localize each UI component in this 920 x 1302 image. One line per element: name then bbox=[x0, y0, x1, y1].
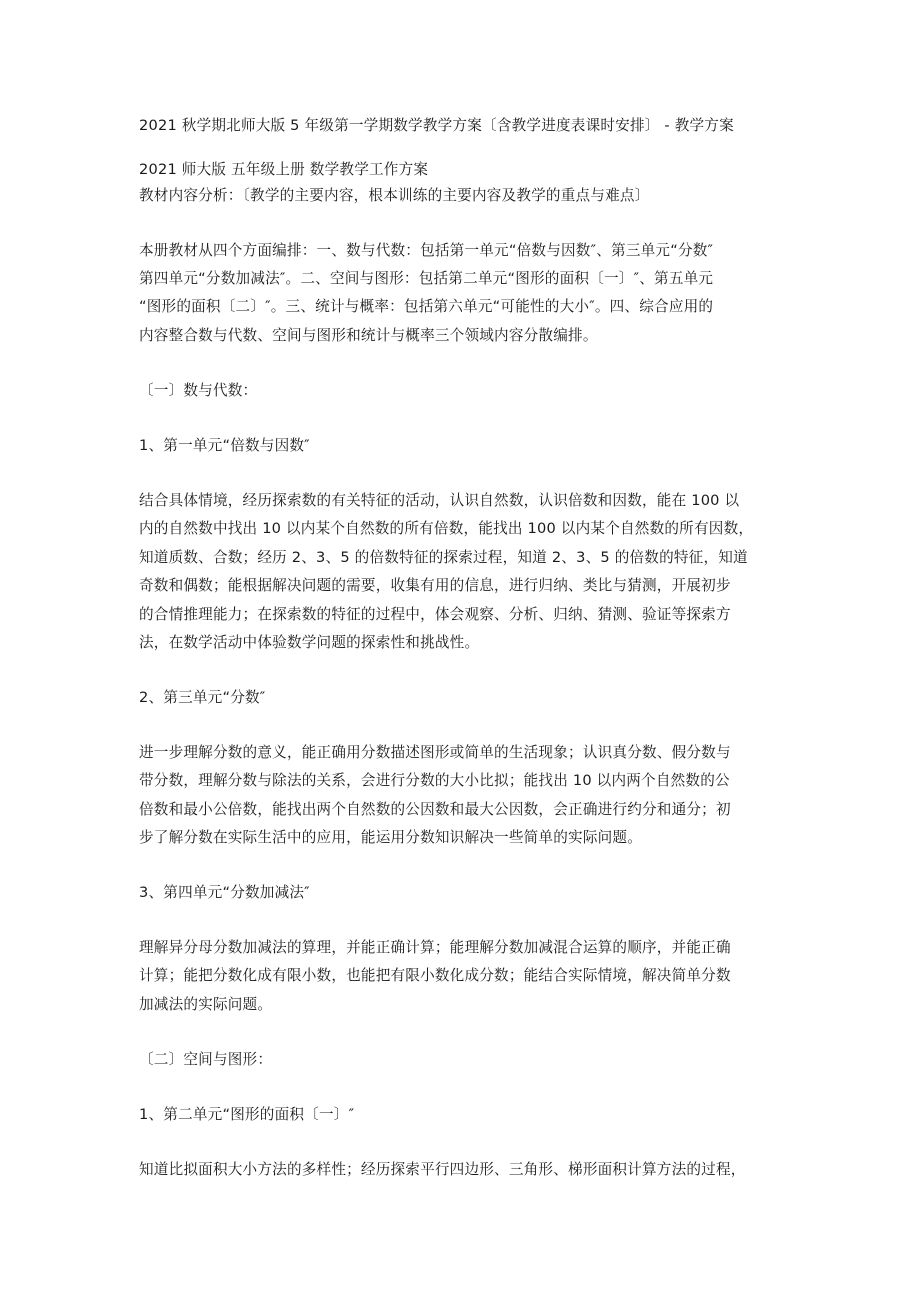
paragraph-line: 倍数和最小公倍数，能找出两个自然数的公因数和最大公因数，会正确进行约分和通分；初 bbox=[139, 801, 731, 818]
unit-heading-multiples-factors: 1、第一单元“倍数与因数″ bbox=[139, 437, 310, 454]
paragraph-line: 法，在数学活动中体验数学问题的探索性和挑战性。 bbox=[139, 634, 480, 651]
paragraph-line: 带分数，理解分数与除法的关系，会进行分数的大小比拟；能找出 10 以内两个自然数的公 bbox=[139, 772, 730, 789]
paragraph-line: 结合具体情境，经历探索数的有关特征的活动，认识自然数，认识倍数和因数，能在 100 以 bbox=[139, 492, 740, 509]
document-title: 2021 秋学期北师大版 5 年级第一学期数学教学方案〔含教学进度表课时安排〕 - 教学方案 bbox=[139, 117, 734, 134]
unit-heading-area-one: 1、第二单元“图形的面积〔一〕″ bbox=[139, 1106, 355, 1123]
unit-heading-fractions: 2、第三单元“分数″ bbox=[139, 689, 266, 706]
paragraph-line: 知道比拟面积大小方法的多样性；经历探索平行四边形、三角形、梯形面积计算方法的过程， bbox=[139, 1161, 746, 1178]
paragraph-line: 计算；能把分数化成有限小数，也能把有限小数化成分数；能结合实际情境，解决简单分数 bbox=[139, 967, 731, 984]
paragraph-line: 的合情推理能力；在探索数的特征的过程中，体会观察、分析、归纳、猜测、验证等探索方 bbox=[139, 606, 731, 623]
section-heading-number-algebra: 〔一〕数与代数： bbox=[139, 382, 258, 399]
paragraph-line: 进一步理解分数的意义，能正确用分数描述图形或简单的生活现象；认识真分数、假分数与 bbox=[139, 744, 731, 761]
unit-heading-fraction-add-sub: 3、第四单元“分数加减法″ bbox=[139, 884, 310, 901]
paragraph-line: 知道质数、合数；经历 2、3、5 的倍数特征的探索过程，知道 2、3、5 的倍数的特征，知道 bbox=[139, 549, 748, 566]
paragraph-line: 内的自然数中找出 10 以内某个自然数的所有倍数，能找出 100 以内某个自然数的所有因数， bbox=[139, 520, 754, 537]
paragraph-line: 步了解分数在实际生活中的应用，能运用分数知识解决一些简单的实际问题。 bbox=[139, 829, 642, 846]
document-subtitle: 2021 师大版 五年级上册 数学教学工作方案 bbox=[139, 161, 429, 178]
intro-line: “图形的面积〔二〕″。三、统计与概率：包括第六单元“可能性的大小″。四、综合应用的 bbox=[139, 298, 714, 315]
paragraph-line: 奇数和偶数；能根据解决问题的需要，收集有用的信息，进行归纳、类比与猜测，开展初步 bbox=[139, 577, 731, 594]
analysis-heading: 教材内容分析：〔教学的主要内容，根本训练的主要内容及教学的重点与难点〕 bbox=[139, 187, 650, 204]
paragraph-line: 理解异分母分数加减法的算理，并能正确计算；能理解分数加减混合运算的顺序，并能正确 bbox=[139, 939, 731, 956]
paragraph-line: 加减法的实际问题。 bbox=[139, 996, 273, 1013]
intro-line: 第四单元“分数加减法″。二、空间与图形：包括第二单元“图形的面积〔一〕″、第五单元 bbox=[139, 270, 714, 287]
section-heading-space-shape: 〔二〕空间与图形： bbox=[139, 1051, 273, 1068]
intro-line: 内容整合数与代数、空间与图形和统计与概率三个领域内容分散编排。 bbox=[139, 327, 598, 344]
intro-line: 本册教材从四个方面编排：一、数与代数：包括第一单元“倍数与因数″、第三单元“分数″ bbox=[139, 242, 714, 259]
